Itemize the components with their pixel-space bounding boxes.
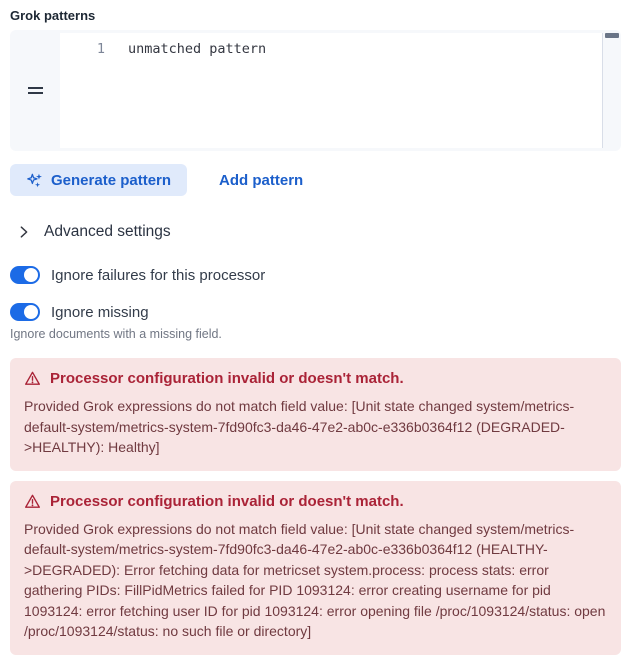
- scrollbar-thumb[interactable]: [605, 33, 619, 38]
- generate-pattern-label: Generate pattern: [51, 171, 172, 189]
- chevron-right-icon: [17, 225, 31, 239]
- sparkles-icon: [26, 172, 43, 189]
- ignore-failures-toggle[interactable]: [10, 266, 40, 284]
- pattern-text[interactable]: unmatched pattern: [128, 41, 267, 57]
- grok-pattern-row: [10, 30, 621, 151]
- grab-icon: [28, 87, 43, 94]
- error-callout: [10, 358, 621, 471]
- ignore-missing-help: Ignore documents with a missing field.: [10, 327, 222, 341]
- warning-icon: [24, 370, 41, 387]
- editor-scrollbar[interactable]: [603, 33, 621, 148]
- drag-handle[interactable]: [10, 30, 60, 151]
- error-message: Provided Grok expressions do not match field value: [Unit state changed system/metrics-default-system/metrics-system-7fd90fc3-da46-47e2-ab0c-e336b0364f12 (DEGRADED->HEALTHY): Healthy]: [24, 398, 575, 455]
- error-title: Processor configuration invalid or doesn't match.: [50, 370, 404, 387]
- ignore-failures-label: Ignore failures for this processor: [51, 266, 266, 284]
- grok-patterns-label: Grok patterns: [10, 8, 96, 23]
- ignore-missing-row: [10, 303, 621, 321]
- advanced-settings-accordion[interactable]: [10, 223, 621, 241]
- add-pattern-button[interactable]: Add pattern: [211, 172, 311, 189]
- line-number: 1: [96, 41, 105, 57]
- ignore-missing-label: Ignore missing: [51, 303, 149, 321]
- ignore-failures-row: [10, 266, 621, 284]
- error-callout: [10, 481, 621, 655]
- warning-icon: [24, 493, 41, 510]
- error-message: Provided Grok expressions do not match field value: [Unit state changed system/metrics-default-system/metrics-system-7fd90fc3-da46-47e2-ab0c-e336b0364f12 (HEALTHY->DEGRADED): Error fetching data for metricset system.process: process stats: error gathering PIDs: FillPidMetrics failed for PID 1093124: error creating username for pid 1093124: error fetching user ID for pid 1093124: error opening file /proc/1093124/status: open /proc/1093124/status: no such file or directory]: [24, 520, 606, 639]
- generate-pattern-button[interactable]: [10, 164, 187, 196]
- editor-line: [60, 40, 602, 59]
- ignore-missing-toggle[interactable]: [10, 303, 40, 321]
- grok-pattern-editor[interactable]: [60, 33, 603, 148]
- error-title: Processor configuration invalid or doesn't match.: [50, 492, 404, 510]
- advanced-settings-label: Advanced settings: [44, 223, 171, 240]
- pattern-actions: [10, 164, 621, 196]
